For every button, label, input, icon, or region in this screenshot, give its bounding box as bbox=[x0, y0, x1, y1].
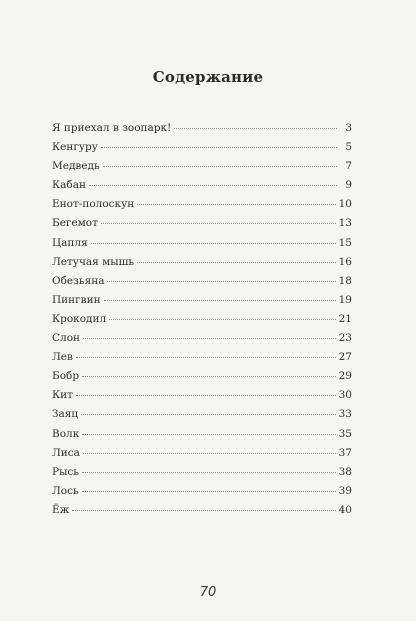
toc-entry-title: Бобр bbox=[52, 370, 80, 383]
toc-entry bbox=[52, 466, 352, 485]
toc-entry-title: Бегемот bbox=[52, 217, 98, 230]
toc-entry bbox=[52, 485, 352, 504]
toc-entry bbox=[52, 428, 352, 447]
dot-leader bbox=[82, 376, 336, 377]
toc-entry bbox=[52, 294, 352, 313]
toc-entry bbox=[52, 408, 352, 427]
dot-leader bbox=[72, 510, 335, 511]
toc-entry-title: Крокодил bbox=[52, 312, 107, 325]
toc-entry bbox=[52, 256, 352, 275]
toc-entry-title: Лось bbox=[52, 484, 79, 497]
toc-entry-page: 18 bbox=[338, 274, 352, 287]
toc-entry-title: Кит bbox=[52, 389, 73, 402]
toc-entry-page: 21 bbox=[338, 312, 352, 325]
toc-entry bbox=[52, 237, 352, 256]
toc-entry-page: 40 bbox=[338, 503, 352, 516]
toc-entry-title: Обезьяна bbox=[52, 274, 105, 287]
toc-entry-page: 35 bbox=[338, 427, 352, 440]
toc-entry-page: 27 bbox=[338, 351, 352, 364]
toc-entry-title: Летучая мышь bbox=[52, 255, 135, 268]
toc-entry-page: 10 bbox=[338, 198, 352, 211]
dot-leader bbox=[104, 300, 336, 301]
toc-list bbox=[52, 122, 352, 523]
toc-entry bbox=[52, 332, 352, 351]
toc-entry-title: Медведь bbox=[52, 160, 100, 173]
dot-leader bbox=[91, 243, 336, 244]
dot-leader bbox=[83, 453, 336, 454]
toc-title: Содержание bbox=[152, 68, 264, 86]
toc-entry-title: Слон bbox=[52, 332, 81, 345]
toc-entry bbox=[52, 179, 352, 198]
dot-leader bbox=[81, 414, 335, 415]
dot-leader bbox=[101, 147, 337, 148]
toc-entry-page: 15 bbox=[338, 236, 352, 249]
toc-entry bbox=[52, 122, 352, 141]
dot-leader bbox=[137, 204, 335, 205]
dot-leader bbox=[174, 128, 337, 129]
toc-entry-page: 39 bbox=[338, 484, 352, 497]
toc-entry bbox=[52, 447, 352, 466]
dot-leader bbox=[103, 166, 337, 167]
toc-entry-page: 30 bbox=[338, 389, 352, 402]
dot-leader bbox=[107, 281, 335, 282]
toc-entry-title: Цапля bbox=[52, 236, 88, 249]
toc-entry-page: 13 bbox=[338, 217, 352, 230]
toc-entry-page: 9 bbox=[345, 179, 352, 192]
dot-leader bbox=[101, 223, 336, 224]
toc-entry-title: Я приехал в зоопарк! bbox=[52, 122, 172, 134]
toc-entry-page: 23 bbox=[338, 332, 352, 345]
toc-entry-page: 37 bbox=[338, 446, 352, 459]
toc-entry bbox=[52, 141, 352, 160]
toc-entry-title: Лиса bbox=[52, 446, 80, 459]
toc-entry-page: 38 bbox=[338, 465, 352, 478]
page-number: 70 bbox=[199, 585, 217, 600]
toc-entry bbox=[52, 389, 352, 408]
toc-entry-page: 7 bbox=[345, 160, 352, 173]
toc-entry-title: Заяц bbox=[52, 408, 79, 421]
dot-leader bbox=[82, 434, 335, 435]
dot-leader bbox=[82, 491, 336, 492]
toc-entry-title: Пингвин bbox=[52, 293, 101, 306]
toc-entry bbox=[52, 370, 352, 389]
toc-entry-page: 5 bbox=[345, 141, 352, 154]
toc-entry bbox=[52, 313, 352, 332]
toc-entry bbox=[52, 217, 352, 236]
toc-entry-title: Лев bbox=[52, 351, 73, 364]
toc-entry-page: 3 bbox=[345, 122, 352, 134]
toc-entry bbox=[52, 160, 352, 179]
dot-leader bbox=[76, 357, 336, 358]
toc-entry-title: Ёж bbox=[52, 503, 70, 516]
dot-leader bbox=[83, 338, 336, 339]
toc-entry-page: 16 bbox=[338, 255, 352, 268]
toc-entry-title: Кенгуру bbox=[52, 141, 98, 154]
toc-entry-page: 33 bbox=[338, 408, 352, 421]
dot-leader bbox=[109, 319, 335, 320]
dot-leader bbox=[82, 472, 336, 473]
toc-entry bbox=[52, 198, 352, 217]
toc-entry-title: Волк bbox=[52, 427, 80, 440]
toc-entry bbox=[52, 275, 352, 294]
toc-entry-page: 19 bbox=[338, 293, 352, 306]
dot-leader bbox=[89, 185, 337, 186]
toc-entry bbox=[52, 351, 352, 370]
toc-entry-title: Енот-полоскун bbox=[52, 198, 135, 211]
dot-leader bbox=[137, 262, 335, 263]
toc-entry-title: Кабан bbox=[52, 179, 86, 192]
dot-leader bbox=[76, 395, 336, 396]
toc-entry bbox=[52, 504, 352, 523]
toc-entry-title: Рысь bbox=[52, 465, 80, 478]
toc-entry-page: 29 bbox=[338, 370, 352, 383]
